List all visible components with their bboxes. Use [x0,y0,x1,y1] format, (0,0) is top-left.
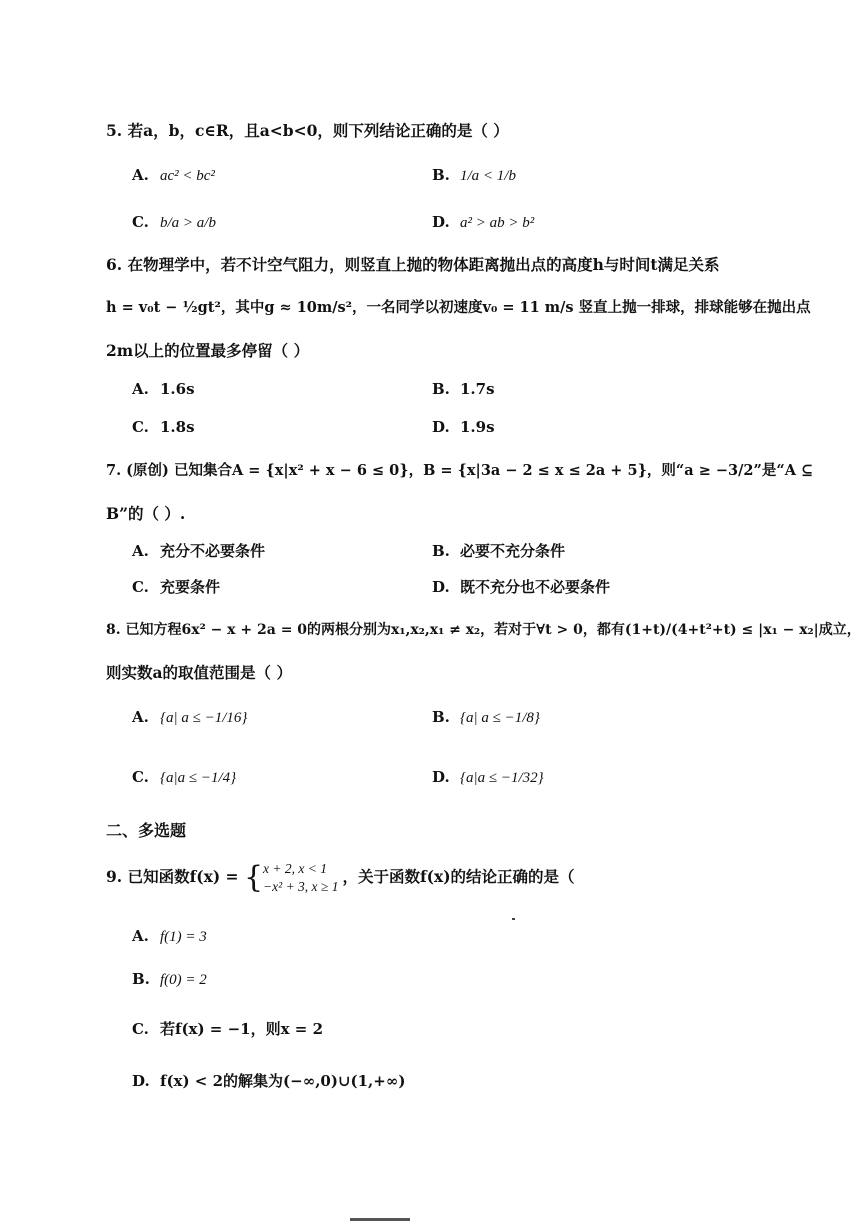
question-5-option-c [132,213,216,232]
piece-1: x + 2, x < 1 [263,861,328,876]
question-7-line-1: 7. (原创) 已知集合A = {x|x² + x − 6 ≤ 0}，B = {x|3a − 2 ≤ x ≤ 2a + 5}，则“a ≥ −3/2”是“A ⊆ [106,462,814,479]
question-7-line-2: B”的（ ）. [106,504,186,523]
option-text: {a| a ≤ −1/8} [460,710,540,726]
option-text: 1.9s [460,418,495,436]
option-text: 1.6s [160,380,195,398]
question-9-option-a [132,927,207,946]
piece-2: −x² + 3, x ≥ 1 [263,879,339,895]
option-label: C. [132,213,149,231]
option-text: {a|a ≤ −1/32} [460,770,544,786]
option-label: D. [432,213,450,231]
option-label: A. [132,927,149,945]
option-text: 若f(x) = −1，则x = 2 [160,1020,324,1038]
section-heading-multiple-choice: 二、多选题 [106,821,187,840]
option-text: f(1) = 3 [160,929,207,945]
question-9-option-d [132,1072,405,1090]
page-footer-mark [350,1218,410,1221]
question-8-line-1: 8. 已知方程6x² − x + 2a = 0的两根分别为x₁,x₂,x₁ ≠ x₂，若对于∀t > 0，都有(1+t)/(4+t²+t) ≤ |x₁ − x₂|成立， [106,622,861,638]
question-7-option-c [132,578,220,596]
option-text: 充要条件 [160,578,221,596]
question-5-option-a [132,166,215,185]
option-label: C. [132,418,149,436]
option-text: {a| a ≤ −1/16} [160,710,248,726]
question-6-option-d [432,418,495,436]
option-label: C. [132,1020,149,1038]
question-9-option-c [132,1020,323,1038]
question-6-option-a [132,380,195,398]
option-text: 必要不充分条件 [460,542,566,560]
option-label: D. [432,418,450,436]
question-8-option-d [432,768,544,787]
option-label: A. [132,166,149,184]
option-label: B. [432,166,450,184]
option-label: D. [132,1072,150,1090]
question-6-option-c [132,418,195,436]
question-9-stem-suffix: ，关于函数f(x)的结论正确的是（ [342,867,575,887]
question-8-option-a [132,708,247,727]
scan-speck [512,918,515,920]
question-9-stem-prefix: 9. 已知函数f(x) = [106,867,239,887]
question-6-option-b [432,380,495,398]
option-text: b/a > a/b [160,215,216,231]
option-text: ac² < bc² [160,168,215,184]
option-label: A. [132,380,149,398]
option-label: C. [132,578,149,596]
question-8-option-b [432,708,540,727]
left-brace: { [243,860,264,896]
question-5-stem: 5. 若a，b，c∈R，且a<b<0，则下列结论正确的是（ ） [106,121,509,140]
option-text: {a|a ≤ −1/4} [160,770,237,786]
question-8-option-c [132,768,236,787]
question-8-line-2: 则实数a的取值范围是（ ） [106,663,292,682]
option-label: A. [132,708,149,726]
option-label: B. [432,380,450,398]
option-label: A. [132,542,149,560]
option-label: C. [132,768,149,786]
option-label: D. [432,768,450,786]
question-7-option-b [432,542,565,560]
question-6-line-2: h = v₀t − ½gt²，其中g ≈ 10m/s²，一名同学以初速度v₀ = 11 m/s 竖直上抛一排球，排球能够在抛出点 [106,299,811,316]
question-7-option-a [132,542,265,560]
option-text: 1/a < 1/b [460,168,516,184]
question-5-option-b [432,166,516,185]
option-text: f(x) < 2的解集为(−∞,0)∪(1,+∞) [160,1072,406,1090]
question-6-line-3: 2m以上的位置最多停留（ ） [106,341,310,360]
piecewise-definition [263,860,338,896]
question-9-stem [106,860,837,896]
option-text: 既不充分也不必要条件 [460,578,611,596]
option-text: 1.8s [160,418,195,436]
option-text: 1.7s [460,380,495,398]
option-text: a² > ab > b² [460,215,535,231]
question-9-option-b [132,970,207,989]
option-label: B. [432,708,450,726]
option-text: f(0) = 2 [160,972,207,988]
question-5-option-d [432,213,534,232]
option-label: D. [432,578,450,596]
question-7-option-d [432,578,610,596]
option-text: 充分不必要条件 [160,542,266,560]
option-label: B. [432,542,450,560]
option-label: B. [132,970,150,988]
question-6-line-1: 6. 在物理学中，若不计空气阻力，则竖直上抛的物体距离抛出点的高度h与时间t满足关系 [106,255,720,274]
